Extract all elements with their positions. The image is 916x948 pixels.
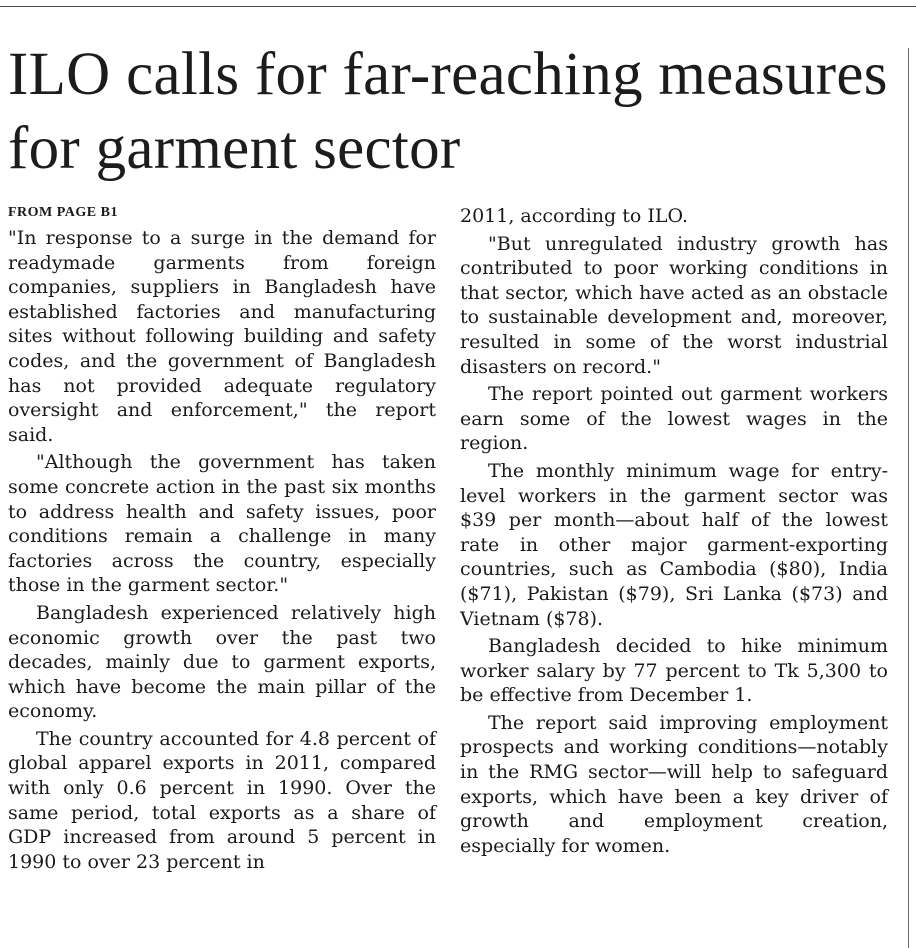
paragraph: 2011, according to ILO. bbox=[460, 205, 688, 227]
paragraph: The monthly minimum wage for entry-level workers in the garment sector was $39 per month—about half of the lowest rate in other major garment-exporting countries, such as Cambodia ($80), India ($71), Pakistan ($79), Sri Lanka ($73) and Vietnam ($78). bbox=[460, 459, 888, 630]
top-rule bbox=[0, 6, 916, 7]
left-column bbox=[8, 203, 436, 877]
paragraph: "Although the government has taken some concrete action in the past six months to address health and safety issues, poor conditions remain a challenge in many factories across the country, especially those in the garment sector." bbox=[8, 451, 436, 597]
jump-label: FROM PAGE B1 bbox=[8, 205, 118, 220]
paragraph: "In response to a surge in the demand for readymade garments from foreign companies, suppliers in Bangladesh have established factories and manufacturing sites without following building and safety codes, and the government of Bangladesh has not provided adequate regulatory oversight and enforcement," the report said. bbox=[8, 227, 436, 446]
article-body bbox=[8, 203, 888, 877]
paragraph: The country accounted for 4.8 percent of global apparel exports in 2011, compared with only 0.6 percent in 1990. Over the same period, total exports as a share of GDP increased from around 5 percent in 1990 to over 23 percent in bbox=[8, 727, 436, 873]
paragraph: The report pointed out garment workers earn some of the lowest wages in the region. bbox=[460, 383, 888, 455]
headline: ILO calls for far-reaching measures for garment sector bbox=[8, 41, 888, 183]
paragraph: "But unregulated industry growth has contributed to poor working conditions in that sector, which have acted as an obstacle to sustainable development and, moreover, resulted in some of the worst industrial disasters on record." bbox=[460, 232, 888, 378]
paragraph: Bangladesh decided to hike minimum worker salary by 77 percent to Tk 5,300 to be effective from December 1. bbox=[460, 635, 888, 707]
right-column bbox=[460, 203, 888, 877]
column-rule bbox=[908, 48, 909, 948]
paragraph: The report said improving employment prospects and working conditions—notably in the RMG sector—will help to safeguard exports, which have been a key driver of growth and employment creation, especially for women. bbox=[460, 711, 888, 857]
paragraph: Bangladesh experienced relatively high economic growth over the past two decades, mainly due to garment exports, which have become the main pillar of the economy. bbox=[8, 601, 436, 723]
